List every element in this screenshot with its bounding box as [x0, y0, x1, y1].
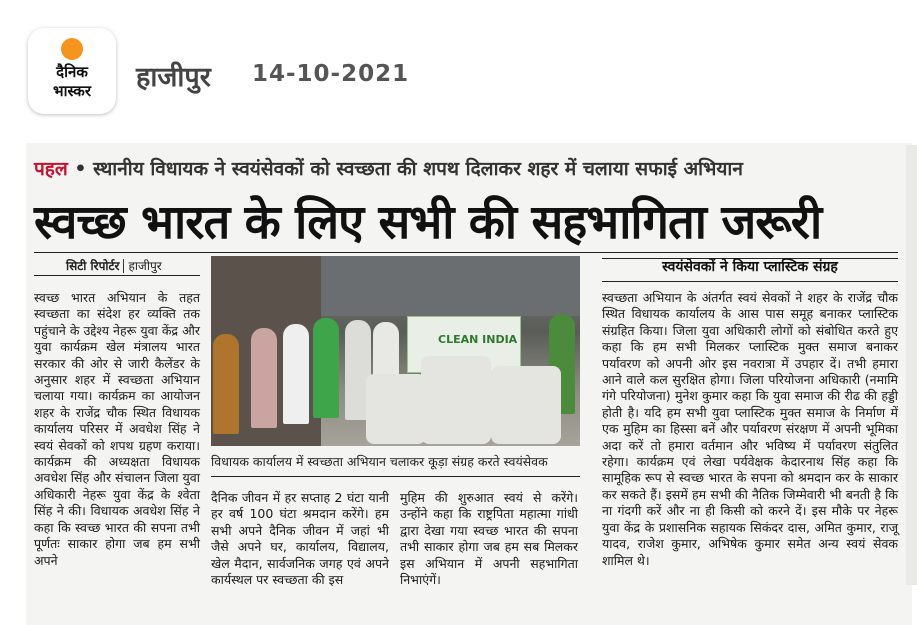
photo-caption: विधायक कार्यालय में स्वच्छता अभियान चलाकर कूड़ा संग्रह करते स्वयंसेवक	[211, 454, 548, 469]
logo-line-1: दैनिक	[56, 63, 88, 81]
kicker-bullet: •	[74, 158, 94, 180]
kicker-tag: पहल	[34, 158, 68, 180]
article-column-2: दैनिक जीवन में हर सप्ताह 2 घंटा यानी हर वर्ष 100 घंटा श्रमदान करेंगे। हम सभी अपने दैनिक जीवन में जहां भी जैसे अपने घर, कार्यालय, विद्यालय, खेल मैदान, सार्वजनिक जगह एवं अपने कार्यस्थल पर स्वच्छता की इस	[211, 490, 389, 588]
article-column-1: स्वच्छ भारत अभियान के तहत स्वच्छता का संदेश हर व्यक्ति तक पहुंचाने के उद्देश्य नेहरू युवा केंद्र और युवा कार्यक्रम खेल मंत्रालय भारत सरकार की ओर से जारी कैलेंडर के अनुसार शहर में स्वच्छता अभियान चलाया गया। कार्यक्रम का आयोजन शहर के राजेंद्र चौक स्थित विधायक कार्यालय परिसर में अवधेश सिंह ने स्वयं सेवकों को शपथ ग्रहण कराया। कार्यक्रम की अध्यक्षता विधायक अवधेश सिंह और संचालन जिला युवा अधिकारी नेहरू युवा केंद्र के श्वेता सिंह ने की। विधायक अवधेश सिंह ने कहा कि स्वच्छ भारत की सपना तभी पूर्णतः साकार होगा जब हम सभी अपने	[34, 290, 200, 568]
sun-icon	[61, 38, 83, 60]
edition-city: हाजीपुर	[136, 62, 211, 93]
byline-place: हाजीपुर	[123, 259, 161, 273]
caption-rule	[211, 476, 580, 477]
box-heading-rule	[602, 281, 898, 282]
dainik-bhaskar-logo	[28, 28, 116, 114]
byline	[66, 257, 162, 274]
byline-reporter: सिटी रिपोर्टर	[66, 259, 120, 273]
edition-date: 14-10-2021	[252, 61, 410, 87]
photo-banner-text: CLEAN INDIA	[438, 333, 518, 346]
box-heading: स्वयंसेवकों ने किया प्लास्टिक संग्रह	[662, 259, 838, 275]
article-headline: स्वच्छ भारत के लिए सभी की सहभागिता जरूरी	[34, 195, 822, 250]
logo-line-2: भास्कर	[53, 82, 91, 100]
byline-rule	[34, 275, 200, 276]
kicker-text: स्थानीय विधायक ने स्वयंसेवकों को स्वच्छता की शपथ दिलाकर शहर में चलाया सफाई अभियान	[93, 158, 743, 180]
page-header	[0, 0, 917, 140]
headline-rule	[34, 252, 898, 253]
article-photo	[211, 256, 580, 446]
adjacent-column-edge	[906, 145, 917, 585]
article-kicker	[34, 155, 743, 181]
article-column-3: मुहिम की शुरुआत स्वयं से करेंगे। उन्होंने कहा कि राष्ट्रपिता महात्मा गांधी द्वारा देखा गया स्वच्छ भारत की सपना तभी साकार होगा जब हम सब मिलकर इस अभियान में अपनी सहभागिता निभाएंगें।	[400, 490, 578, 588]
article-column-4: स्वच्छता अभियान के अंतर्गत स्वयं सेवकों ने शहर के राजेंद्र चौक स्थित विधायक कार्यालय के आस पास समूह बनाकर प्लास्टिक संग्रहित किया। जिला युवा अधिकारी लोगों को संबोधित करते हुए कहा कि हम सभी मिलकर प्लास्टिक मुक्त समाज बनाकर पर्यावरण को अपनी ओर इस नवरात्रा में उपहार दें। तभी हमारा आने वाले कल सुरक्षित होगा। जिला परियोजना अधिकारी (नमामि गंगे परियोजना) मुनेश कुमार कहा कि युवा समाज की रीढ की हड्डी होती है। यदि हम सभी युवा प्लास्टिक मुक्त समाज के निर्माण में एक मुहिम का हिस्सा बनें और पर्यावरण संरक्षण में अपनी भूमिका अदा करें तो हमारा वर्तमान और भविष्य में पर्यावरण संतुलित रहेगा। कार्यक्रम एवं लेखा पर्यवेक्षक केदारनाथ सिंह कहा कि सामूहिक रूप से स्वच्छ भारत के सपना को श्रमदान कर के साकार कर सकते हैं। इसमें हम सभी की नैतिक जिम्मेवारी भी बनती है कि ना गंदगी करें और ना ही किसी को करने दें। इस मौके पर नेहरू युवा केंद्र के प्रशासनिक सहायक सिकंदर दास, अमित कुमार, राजू यादव, राजेश कुमार, अभिषेक कुमार समेत अन्य स्वयं सेवक शामिल थे।	[602, 290, 898, 568]
